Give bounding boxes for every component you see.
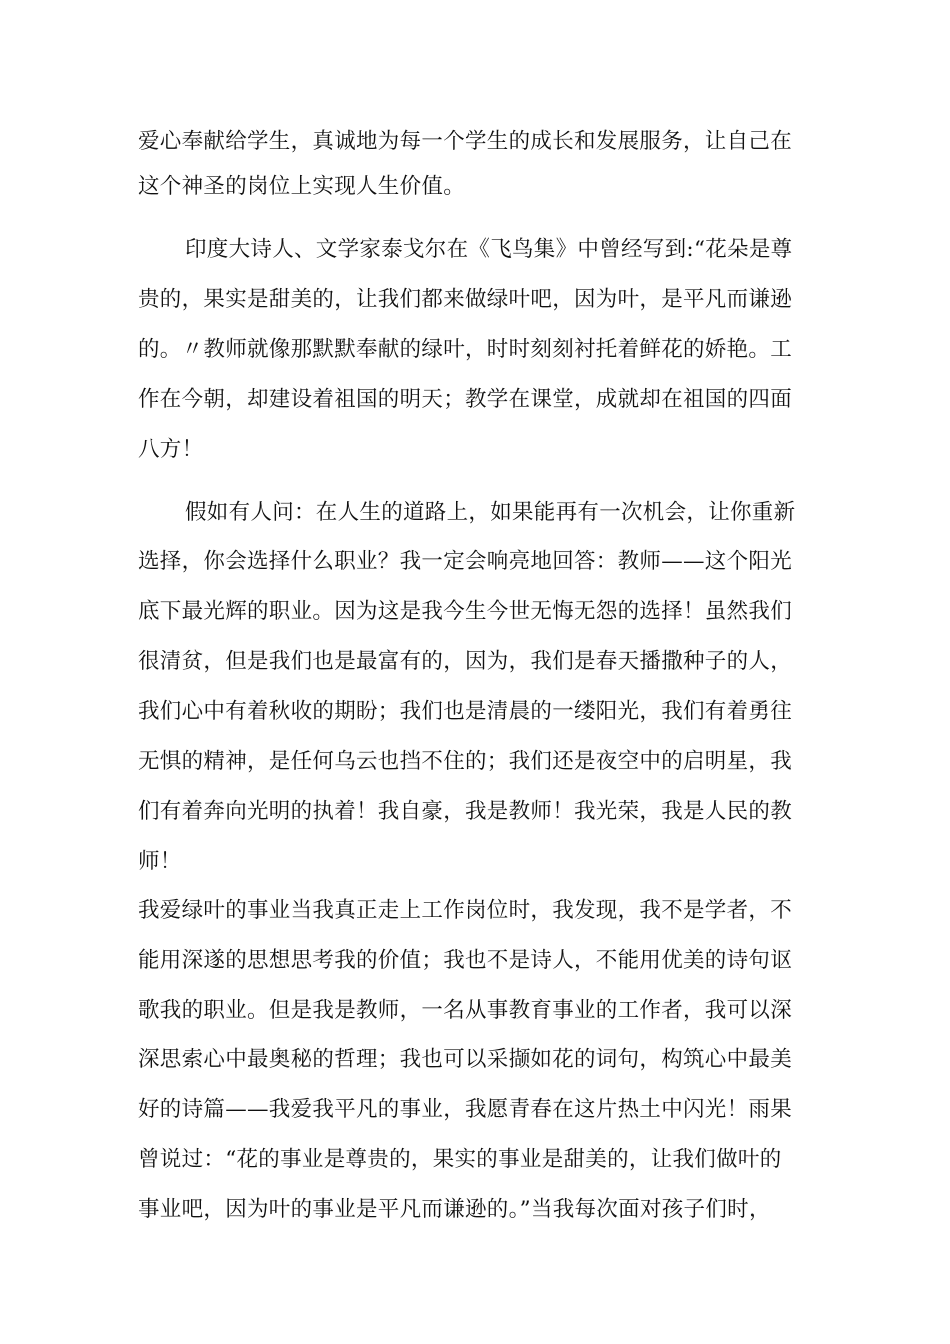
text-line: 无惧的精神，是任何乌云也挡不住的；我们还是夜空中的启明星，我: [138, 749, 793, 774]
text-line: 我们心中有着秋收的期盼；我们也是清晨的一缕阳光，我们有着勇往: [138, 699, 793, 724]
text-line: 印度大诗人、文学家泰戈尔在《飞鸟集》中曾经写到:“花朵是尊: [185, 237, 793, 262]
text-line: 能用深遂的思想思考我的价值；我也不是诗人，不能用优美的诗句讴: [138, 948, 793, 973]
text-line: 八方！: [138, 437, 204, 462]
text-line: 们有着奔向光明的执着！我自豪，我是教师！我光荣，我是人民的教: [138, 799, 793, 824]
text-line: 我爱绿叶的事业当我真正走上工作岗位时，我发现，我不是学者，不: [138, 898, 793, 923]
text-line: 师！: [138, 849, 182, 874]
text-line: 选择，你会选择什么职业？我一定会响亮地回答：教师——这个阳光: [138, 549, 793, 574]
text-line: 深思索心中最奥秘的哲理；我也可以采撷如花的词句，构筑心中最美: [138, 1047, 793, 1072]
text-line: 贵的，果实是甜美的，让我们都来做绿叶吧，因为叶，是平凡而谦逊: [138, 287, 793, 312]
text-line: 爱心奉献给学生，真诚地为每一个学生的成长和发展服务，让自己在: [138, 129, 793, 154]
text-line: 事业吧，因为叶的事业是平凡而谦逊的。”当我每次面对孩子们时，: [138, 1197, 771, 1222]
text-line: 这个神圣的岗位上实现人生价值。: [138, 174, 466, 199]
text-line: 歌我的职业。但是我是教师，一名从事教育事业的工作者，我可以深: [138, 998, 793, 1023]
text-line: 很清贫，但是我们也是最富有的，因为，我们是春天播撒种子的人，: [138, 649, 793, 674]
text-line: 底下最光辉的职业。因为这是我今生今世无悔无怨的选择！虽然我们: [138, 599, 793, 624]
text-line: 作在今朝，却建设着祖国的明天；教学在课堂，成就却在祖国的四面: [138, 387, 793, 412]
text-line: 好的诗篇——我爱我平凡的事业，我愿青春在这片热土中闪光！雨果: [138, 1097, 793, 1122]
text-line: 假如有人问：在人生的道路上，如果能再有一次机会，让你重新: [185, 500, 796, 525]
text-line: 曾说过：“花的事业是尊贵的，果实的事业是甜美的，让我们做叶的: [138, 1147, 782, 1172]
text-line: 的。〃教师就像那默默奉献的绿叶，时时刻刻衬托着鲜花的娇艳。工: [138, 337, 793, 362]
